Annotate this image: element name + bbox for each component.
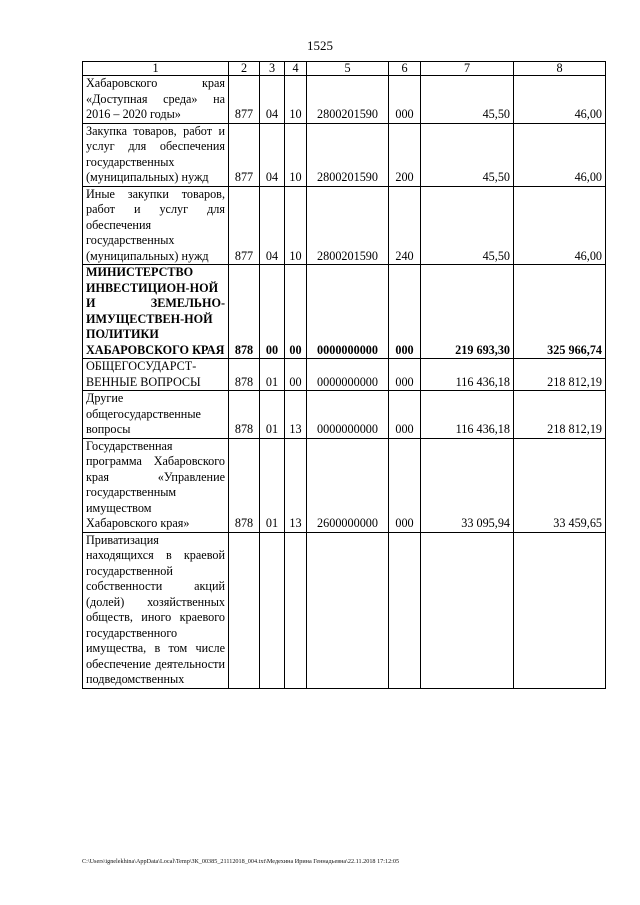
table-row xyxy=(83,532,606,688)
table-row xyxy=(83,359,606,391)
table-row xyxy=(83,265,606,359)
type-cell xyxy=(389,532,421,688)
amount-2019-cell: 45,50 xyxy=(421,76,514,124)
column-3-cell: 01 xyxy=(260,391,285,439)
column-3-cell xyxy=(260,532,285,688)
amount-2020-cell: 218 812,19 xyxy=(514,359,606,391)
column-header: 2 xyxy=(229,62,260,76)
column-header: 1 xyxy=(83,62,229,76)
amount-2020-cell: 33 459,65 xyxy=(514,438,606,532)
amount-2020-cell: 46,00 xyxy=(514,186,606,265)
column-2-cell: 877 xyxy=(229,186,260,265)
amount-2020-cell: 46,00 xyxy=(514,123,606,186)
column-2-cell: 878 xyxy=(229,359,260,391)
column-header: 7 xyxy=(421,62,514,76)
code-cell xyxy=(307,532,389,688)
column-3-cell: 01 xyxy=(260,438,285,532)
table-row xyxy=(83,186,606,265)
column-header: 6 xyxy=(389,62,421,76)
column-3-cell: 00 xyxy=(260,265,285,359)
column-header: 3 xyxy=(260,62,285,76)
table-row xyxy=(83,123,606,186)
amount-2019-cell: 45,50 xyxy=(421,123,514,186)
amount-2019-cell xyxy=(421,532,514,688)
type-cell: 000 xyxy=(389,359,421,391)
code-cell: 2800201590 xyxy=(307,76,389,124)
row-name-cell: Государственная программа Хабаровского края «Управление государственным имуществом Хабаровского края» xyxy=(83,438,229,532)
column-2-cell: 878 xyxy=(229,391,260,439)
column-4-cell: 10 xyxy=(285,76,307,124)
column-3-cell: 01 xyxy=(260,359,285,391)
code-cell: 0000000000 xyxy=(307,265,389,359)
column-4-cell: 13 xyxy=(285,438,307,532)
code-cell: 0000000000 xyxy=(307,391,389,439)
type-cell: 200 xyxy=(389,123,421,186)
code-cell: 2800201590 xyxy=(307,186,389,265)
column-4-cell xyxy=(285,532,307,688)
row-name-cell: Другие общегосударственные вопросы xyxy=(83,391,229,439)
row-name-cell: МИНИСТЕРСТВО ИНВЕСТИЦИОН-НОЙ И ЗЕМЕЛЬНО-ИМУЩЕСТВЕН-НОЙ ПОЛИТИКИ ХАБАРОВСКОГО КРАЯ xyxy=(83,265,229,359)
row-name-cell: Иные закупки товаров, работ и услуг для обеспечения государственных (муниципальных) нужд xyxy=(83,186,229,265)
type-cell: 000 xyxy=(389,76,421,124)
table-header-row xyxy=(83,62,606,76)
file-path-footer: C:\Users\ignelekhina\AppData\Local\Temp\ЗК_00385_21112018_004.txt\Медехина Ирина Геннадьевна\22.11.2018 17:12:05 xyxy=(82,858,400,865)
amount-2019-cell: 33 095,94 xyxy=(421,438,514,532)
code-cell: 2600000000 xyxy=(307,438,389,532)
amount-2019-cell: 116 436,18 xyxy=(421,359,514,391)
column-3-cell: 04 xyxy=(260,76,285,124)
amount-2020-cell xyxy=(514,532,606,688)
column-4-cell: 13 xyxy=(285,391,307,439)
type-cell: 000 xyxy=(389,438,421,532)
amount-2020-cell: 218 812,19 xyxy=(514,391,606,439)
type-cell: 000 xyxy=(389,265,421,359)
column-4-cell: 10 xyxy=(285,123,307,186)
column-header: 4 xyxy=(285,62,307,76)
column-3-cell: 04 xyxy=(260,123,285,186)
table-row xyxy=(83,391,606,439)
type-cell: 000 xyxy=(389,391,421,439)
amount-2020-cell: 325 966,74 xyxy=(514,265,606,359)
row-name-cell: ОБЩЕГОСУДАРСТ-ВЕННЫЕ ВОПРОСЫ xyxy=(83,359,229,391)
row-name-cell: Хабаровского края «Доступная среда» на 2016 – 2020 годы» xyxy=(83,76,229,124)
column-2-cell xyxy=(229,532,260,688)
amount-2020-cell: 46,00 xyxy=(514,76,606,124)
column-4-cell: 10 xyxy=(285,186,307,265)
column-4-cell: 00 xyxy=(285,359,307,391)
column-2-cell: 878 xyxy=(229,438,260,532)
type-cell: 240 xyxy=(389,186,421,265)
column-2-cell: 877 xyxy=(229,123,260,186)
row-name-cell: Закупка товаров, работ и услуг для обеспечения государственных (муниципальных) нужд xyxy=(83,123,229,186)
column-4-cell: 00 xyxy=(285,265,307,359)
table-row xyxy=(83,76,606,124)
code-cell: 0000000000 xyxy=(307,359,389,391)
amount-2019-cell: 219 693,30 xyxy=(421,265,514,359)
table-body xyxy=(83,76,606,689)
column-2-cell: 878 xyxy=(229,265,260,359)
page-number: 1525 xyxy=(307,38,333,53)
column-2-cell: 877 xyxy=(229,76,260,124)
amount-2019-cell: 116 436,18 xyxy=(421,391,514,439)
column-header: 8 xyxy=(514,62,606,76)
budget-table xyxy=(82,61,606,689)
code-cell: 2800201590 xyxy=(307,123,389,186)
table-row xyxy=(83,438,606,532)
row-name-cell: Приватизация находящихся в краевой государственной собственности акций (долей) хозяйственных обществ, иного краевого государственного имущества, в том числе обеспечение деятельности подведомственных xyxy=(83,532,229,688)
column-header: 5 xyxy=(307,62,389,76)
column-3-cell: 04 xyxy=(260,186,285,265)
amount-2019-cell: 45,50 xyxy=(421,186,514,265)
